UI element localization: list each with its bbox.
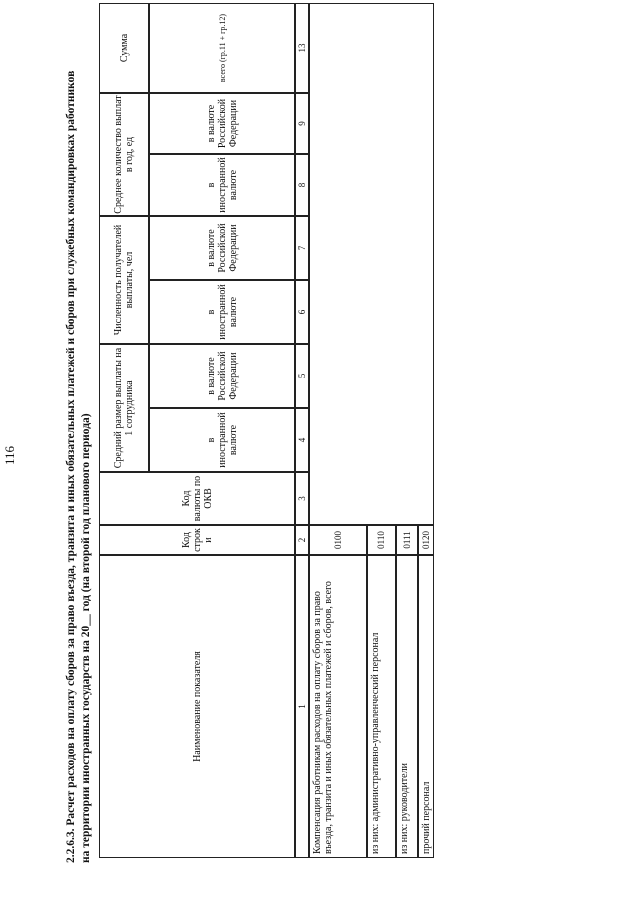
row-name-0120: прочий персонал [418,555,434,858]
colnum-6: 6 [295,280,309,344]
header-code: Код строк и [99,525,295,555]
row-name-0111: из них: руководители [396,555,418,858]
header-avg-size-rub: в валюте Российской Федерации [149,344,295,408]
title-line-2: на территории иностранных государств на 20__ год (на второй год планового периода) [80,413,92,863]
row-code-0110: 0110 [367,525,396,555]
header-currency: Код валюты по ОКВ [99,472,295,525]
header-count-rub: в валюте Российской Федерации [149,216,295,280]
row-code-0111: 0111 [396,525,418,555]
header-sum: Сумма [99,3,149,93]
colnum-4: 4 [295,408,309,472]
header-sum-columns [149,3,295,93]
header-avg-qty-foreign: в иностранной валюте [149,154,295,216]
colnum-9: 9 [295,93,309,154]
row-name-0100: Компенсация работникам расходов на оплату сборов за право въезда, транзита и иных обязательных платежей и сборов, всего [309,555,367,858]
section-title [64,33,94,863]
row-code-0100: 0100 [309,525,367,555]
page-number: 116 [2,445,17,465]
header-avg-size-foreign: в иностранной валюте [149,408,295,472]
header-name: Наименование показателя [99,555,295,858]
colnum-7: 7 [295,216,309,280]
data-rows [309,3,434,858]
colnum-10-13: 13 [295,3,309,93]
title-line-1: 2.2.6.3. Расчет расходов на оплату сборов за право въезда, транзита и иных обязательных платежей и сборов при служебных командировках работников [65,70,77,863]
colnum-5: 5 [295,344,309,408]
header-count-foreign: в иностранной валюте [149,280,295,344]
header-count: Численность получателей выплаты, чел [99,216,149,344]
colnum-1: 1 [295,555,309,858]
row-code-0120: 0120 [418,525,434,555]
colnum-8: 8 [295,154,309,216]
colnum-2: 2 [295,525,309,555]
header-avg-size: Средний размер выплаты на 1 сотрудника [99,344,149,472]
header-avg-qty: Среднее количество выплат в год, ед [99,93,149,216]
data-value-area [309,3,434,525]
header-avg-qty-rub: в валюте Российской Федерации [149,93,295,154]
colnum-3: 3 [295,472,309,525]
row-name-0110: из них: административно-управленческий персонал [367,555,396,858]
header-total: всего (гр.11 + гр.12) [217,13,227,83]
